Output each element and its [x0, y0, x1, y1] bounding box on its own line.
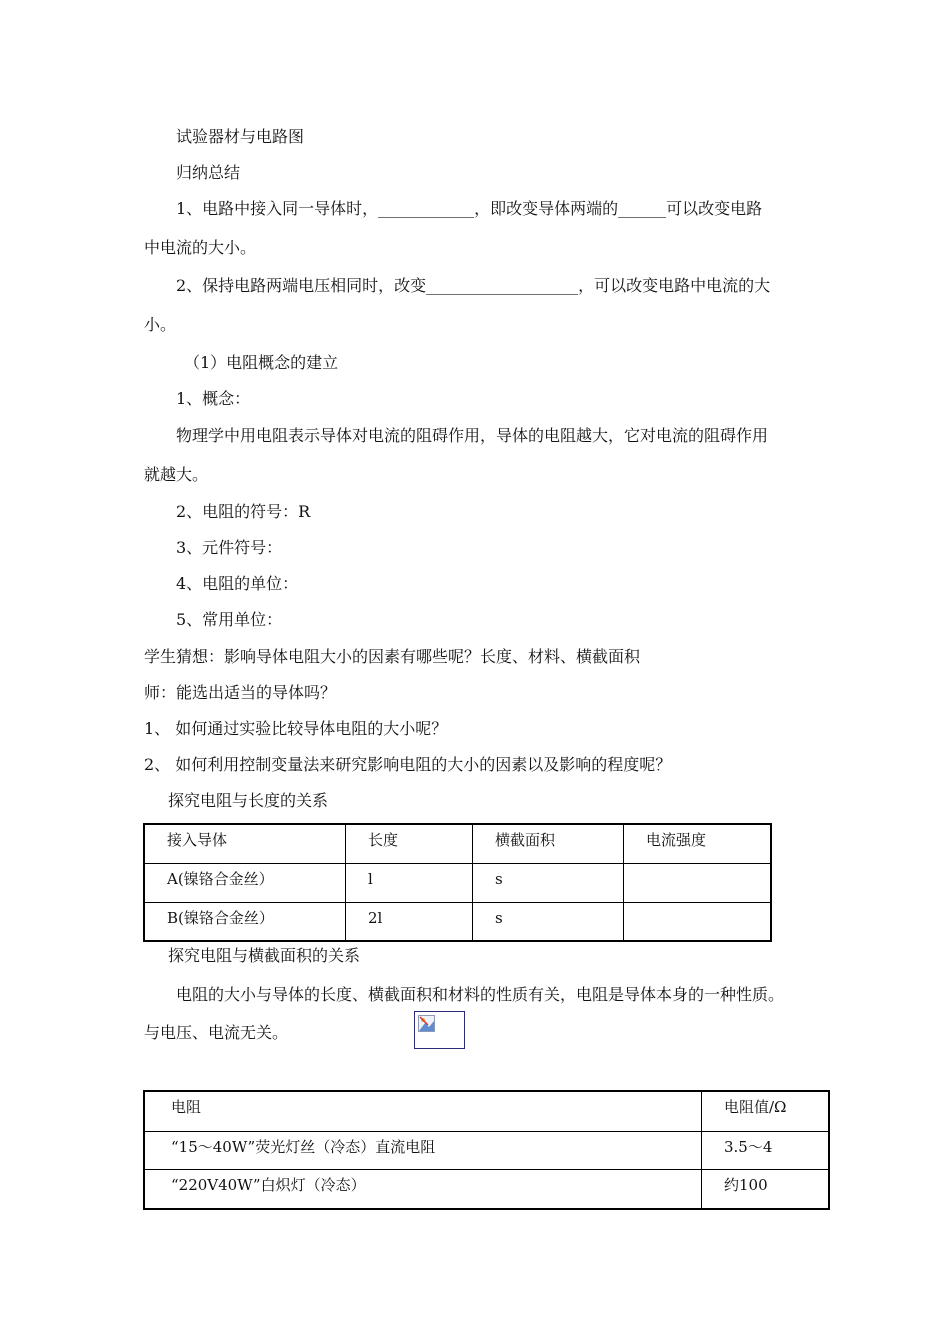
paragraph-line: 师：能选出适当的导体吗？ [144, 683, 337, 702]
table-caption: 探究电阻与横截面积的关系 [168, 946, 361, 965]
paragraph-line: 就越大。 [144, 465, 209, 484]
paragraph-line: 与电压、电流无关。 [144, 1023, 289, 1042]
paragraph-line: 1、电路中接入同一导体时，____________，即改变导体两端的______可以改变电路 [176, 199, 763, 218]
length-experiment-table [143, 823, 772, 942]
table-row [144, 863, 771, 902]
table-cell: “220V40W”白炽灯（冷态） [144, 1169, 702, 1209]
table-cell: l [346, 863, 473, 902]
table-cell: s [473, 863, 624, 902]
table-header-cell: 长度 [346, 824, 473, 863]
table-header-cell: 电阻 [144, 1091, 702, 1131]
paragraph-line: 学生猜想：影响导体电阻大小的因素有哪些呢？长度、材料、横截面积 [144, 647, 641, 666]
table-header-cell: 电阻值/Ω [702, 1091, 830, 1131]
table-caption: 探究电阻与长度的关系 [168, 791, 329, 810]
table-cell: 约100 [702, 1169, 830, 1209]
table-row [144, 902, 771, 941]
paragraph-line: 中电流的大小。 [144, 238, 257, 257]
section-heading-summary: 归纳总结 [176, 163, 241, 182]
section-heading-resistance-concept: （1）电阻概念的建立 [184, 353, 339, 372]
broken-image-icon [414, 1011, 465, 1049]
paragraph-line: 电阻的大小与导体的长度、横截面积和材料的性质有关，电阻是导体本身的一种性质。 [176, 985, 785, 1004]
resistance-values-table [143, 1090, 830, 1210]
table-row [144, 1169, 829, 1209]
list-item: 1、概念： [176, 389, 251, 408]
list-item: 4、电阻的单位： [176, 574, 299, 593]
paragraph-line: 2、保持电路两端电压相同时，改变___________________，可以改变电路中电流的大 [176, 276, 771, 295]
table-cell [624, 902, 772, 941]
list-item: 1、 如何通过实验比较导体电阻的大小呢？ [144, 719, 448, 738]
table-cell [624, 863, 772, 902]
section-heading-equipment: 试验器材与电路图 [176, 127, 305, 146]
list-item: 2、电阻的符号：R [176, 502, 311, 521]
paragraph-line: 物理学中用电阻表示导体对电流的阻碍作用，导体的电阻越大，它对电流的阻碍作用 [176, 426, 769, 445]
table-header-row [144, 1091, 829, 1131]
paragraph-line: 小。 [144, 315, 177, 334]
table-cell: “15～40W”荧光灯丝（冷态）直流电阻 [144, 1131, 702, 1169]
table-header-cell: 接入导体 [144, 824, 346, 863]
table-header-cell: 横截面积 [473, 824, 624, 863]
table-cell: B(镍铬合金丝） [144, 902, 346, 941]
table-cell: 2l [346, 902, 473, 941]
list-item: 5、常用单位： [176, 610, 283, 629]
table-cell: s [473, 902, 624, 941]
list-item: 3、元件符号： [176, 538, 283, 557]
table-header-cell: 电流强度 [624, 824, 772, 863]
table-header-row [144, 824, 771, 863]
table-row [144, 1131, 829, 1169]
table-cell: A(镍铬合金丝） [144, 863, 346, 902]
table-cell: 3.5～4 [702, 1131, 830, 1169]
list-item: 2、 如何利用控制变量法来研究影响电阻的大小的因素以及影响的程度呢？ [144, 755, 672, 774]
